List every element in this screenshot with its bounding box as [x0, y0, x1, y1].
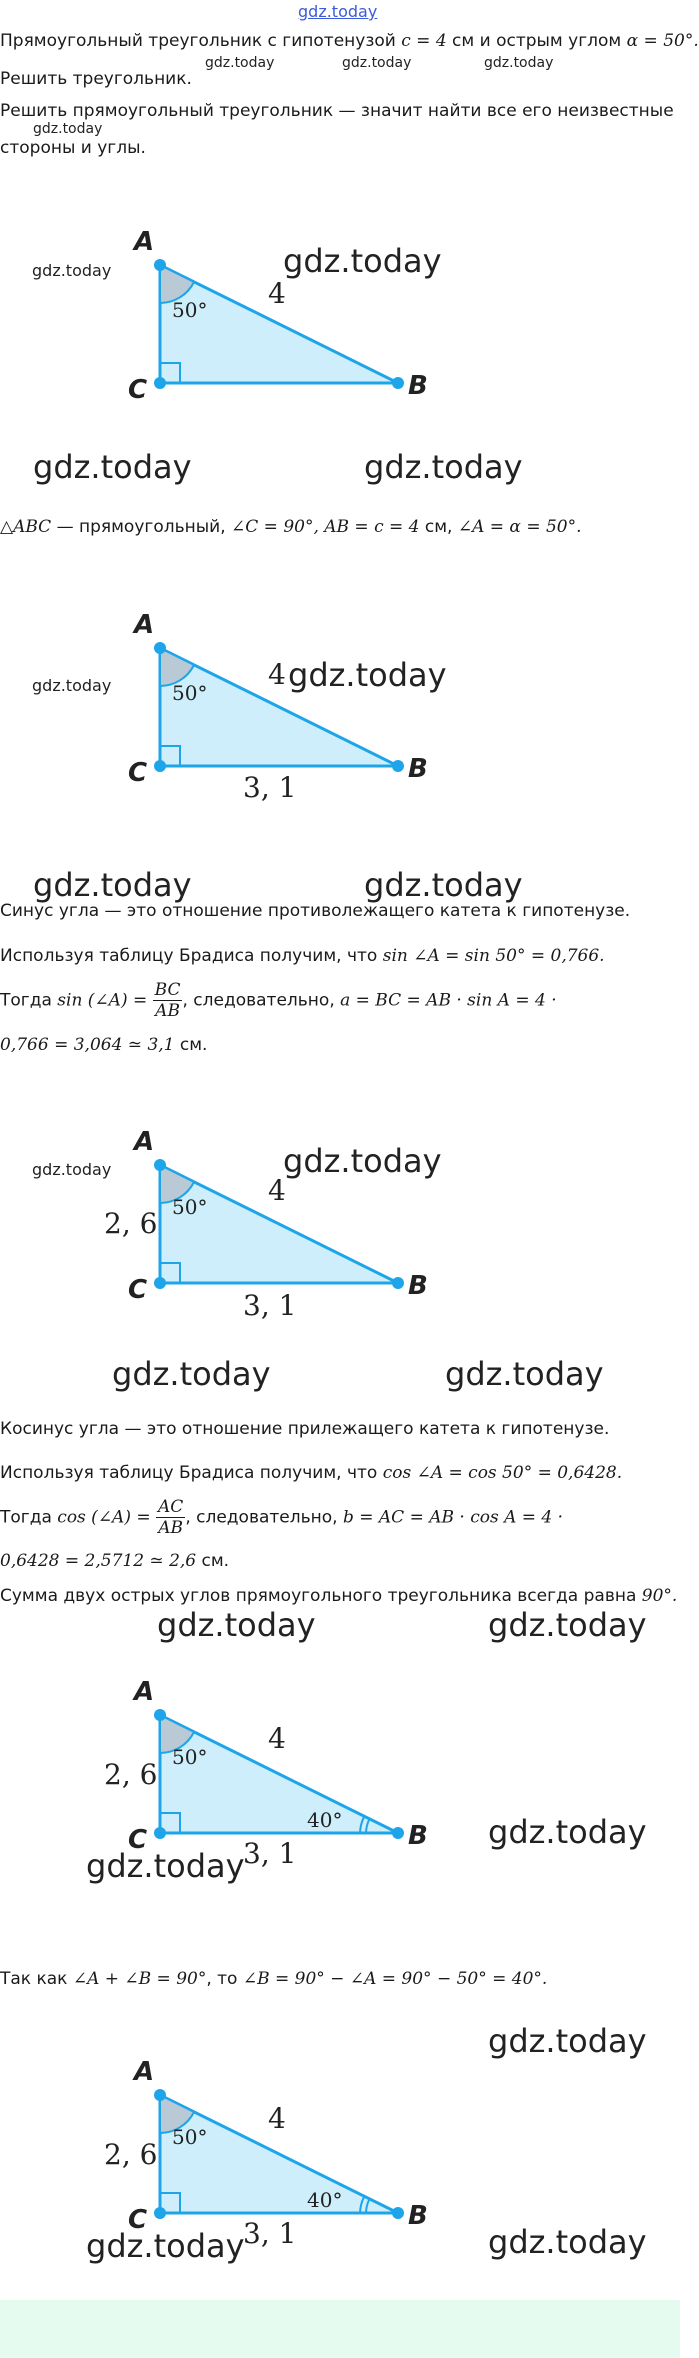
fraction-denominator: AB [155, 1001, 180, 1021]
vertex-b-dot [392, 1827, 404, 1839]
vertex-b-label: B [408, 2201, 428, 2231]
vertex-b-label: B [408, 1271, 428, 1301]
sine-bradis-line [0, 945, 605, 967]
angle-a-label: 50° [172, 2125, 208, 2149]
triangle-figure-1 [0, 220, 680, 405]
sine-bradis-text: Используя таблицу Брадиса получим, что [0, 946, 383, 966]
math-given-2: ∠A = α = 50°. [457, 517, 582, 537]
math-c: c = 4 [401, 31, 447, 51]
angle-a-label: 50° [172, 298, 208, 322]
cosine-bradis-text: Используя таблицу Брадиса получим, что [0, 1463, 383, 1483]
vertex-b-label: B [408, 1821, 428, 1851]
angle-a-label: 50° [172, 1195, 208, 1219]
watermark: gdz.today [364, 448, 523, 486]
vertex-c-dot [154, 760, 166, 772]
unit-cm: см. [196, 1551, 230, 1571]
vertex-a-label: A [134, 610, 155, 640]
fraction-ac-ab [156, 1497, 185, 1538]
vertex-c-label: C [128, 2205, 148, 2235]
vertex-a-dot [154, 2089, 166, 2101]
watermark: gdz.today [32, 1160, 112, 1179]
intro-line-2: стороны и углы. [0, 138, 146, 158]
watermark: gdz.today [445, 1355, 604, 1393]
vertex-b-dot [392, 377, 404, 389]
vertex-b-dot [392, 1277, 404, 1289]
vertex-a-dot [154, 1709, 166, 1721]
watermark: gdz.today [484, 55, 554, 71]
math-side-b: b = AC = AB · cos A = 4 · [342, 1507, 564, 1528]
watermark: gdz.today [283, 242, 442, 280]
problem-text: Прямоугольный треугольник с гипотенузой [0, 31, 402, 51]
angle-a-label: 50° [172, 681, 208, 705]
watermark: gdz.today [488, 2223, 647, 2261]
watermark: gdz.today [157, 1606, 316, 1644]
sine-definition: Синус угла — это отношение противолежащего катета к гипотенузе. [0, 901, 631, 921]
triangle-figure-3 [0, 1120, 680, 1320]
math-angle-b: ∠B = 90° − ∠A = 90° − 50° = 40°. [242, 1969, 548, 1989]
watermark: gdz.today [33, 866, 192, 904]
hypotenuse-label: 4 [268, 1722, 286, 1755]
side-ac-label: 2, 6 [104, 1758, 158, 1791]
fraction-denominator: AB [158, 1518, 184, 1538]
vertex-a-dot [154, 642, 166, 654]
sine-then: Тогда [0, 990, 58, 1011]
vertex-c-dot [154, 1277, 166, 1289]
math-side-b-result: 0,6428 = 2,5712 ≃ 2,6 [0, 1551, 197, 1571]
hypotenuse-label: 4 [268, 658, 286, 691]
side-cb-label: 3, 1 [243, 1289, 297, 1322]
watermark: gdz.today [488, 1606, 647, 1644]
hypotenuse-label: 4 [268, 277, 286, 310]
watermark: gdz.today [86, 1847, 245, 1885]
watermark: gdz.today [32, 261, 112, 280]
side-ac-label: 2, 6 [104, 1207, 158, 1240]
watermark: gdz.today [283, 1142, 442, 1180]
side-cb-label: 3, 1 [243, 771, 297, 804]
vertex-c-label: C [128, 758, 148, 788]
math-given-1: ∠C = 90°, AB = c = 4 [231, 517, 420, 537]
math-cosine-value: cos ∠A = cos 50° = 0,6428. [382, 1463, 623, 1483]
given-text: см, [419, 517, 458, 537]
fraction-numerator: BC [154, 980, 181, 1000]
angle-a-label: 50° [172, 1745, 208, 1769]
side-cb-label: 3, 1 [243, 1837, 297, 1870]
vertex-c-label: C [128, 1275, 148, 1305]
angle-sum-line [0, 1585, 677, 1607]
footer-band [0, 2300, 680, 2358]
watermark: gdz.today [342, 55, 412, 71]
math-side-a-result: 0,766 = 3,064 ≃ 3,1 [0, 1035, 175, 1055]
triangle-figure-4 [0, 1655, 680, 1895]
vertex-b-label: B [408, 371, 428, 401]
problem-statement [0, 30, 699, 52]
side-cb-label: 3, 1 [243, 2217, 297, 2250]
hypotenuse-label: 4 [268, 1174, 286, 1207]
vertex-a-label: A [134, 227, 155, 257]
unit-cm: см. [174, 1035, 208, 1055]
math-90: 90°. [641, 1586, 678, 1606]
vertex-c-label: C [128, 375, 148, 405]
angle-sum-text: Сумма двух острых углов прямоугольного треугольника всегда равна [0, 1586, 642, 1606]
math-sine-value: sin ∠A = sin 50° = 0,766. [382, 946, 605, 966]
side-ac-label: 2, 6 [104, 2138, 158, 2171]
given-text: — прямоугольный, [51, 517, 232, 537]
math-cos-a: cos (∠A) = [57, 1507, 157, 1528]
watermark: gdz.today [33, 448, 192, 486]
problem-task: Решить треугольник. [0, 69, 192, 89]
watermark: gdz.today [86, 2227, 245, 2265]
math-alpha: α = 50°. [626, 31, 699, 51]
watermark: gdz.today [32, 676, 112, 695]
fraction-bc-ab [153, 980, 183, 1021]
math-sine-a: sin (∠A) = [57, 990, 153, 1011]
vertex-a-label: A [134, 1127, 155, 1157]
sine-result-line [0, 1034, 207, 1056]
math-angle-sum: ∠A + ∠B = 90° [72, 1969, 207, 1989]
hypotenuse-label: 4 [268, 2102, 286, 2135]
cosine-bradis-line [0, 1462, 622, 1484]
cosine-result-line [0, 1550, 229, 1572]
site-header-link[interactable]: gdz.today [298, 2, 378, 21]
angle-b-text: Так как [0, 1969, 73, 1989]
triangle-figure-2 [0, 600, 680, 810]
cosine-therefore: , следовательно, [185, 1507, 343, 1528]
angle-b-text: , то [206, 1969, 243, 1989]
math-side-a: a = BC = AB · sin A = 4 · [340, 990, 557, 1011]
watermark: gdz.today [488, 2022, 647, 2060]
vertex-a-label: A [134, 1677, 155, 1707]
angle-b-label: 40° [307, 2188, 343, 2212]
vertex-c-dot [154, 377, 166, 389]
vertex-a-dot [154, 1159, 166, 1171]
cosine-formula-line [0, 1497, 563, 1538]
intro-line-1: Решить прямоугольный треугольник — значит найти все его неизвестные [0, 101, 674, 121]
vertex-c-label: C [128, 1825, 148, 1855]
angle-b-line [0, 1968, 547, 1990]
math-triangle: △ABC [0, 517, 52, 537]
given-line [0, 516, 582, 538]
problem-text: см и острым углом [446, 31, 627, 51]
angle-b-label: 40° [307, 1808, 343, 1832]
watermark: gdz.today [112, 1355, 271, 1393]
vertex-c-dot [154, 2207, 166, 2219]
watermark: gdz.today [205, 55, 275, 71]
vertex-a-label: A [134, 2057, 155, 2087]
watermark: gdz.today [488, 1813, 647, 1851]
cosine-definition: Косинус угла — это отношение прилежащего катета к гипотенузе. [0, 1419, 610, 1439]
vertex-a-dot [154, 259, 166, 271]
watermark: gdz.today [364, 866, 523, 904]
vertex-b-dot [392, 2207, 404, 2219]
vertex-b-label: B [408, 754, 428, 784]
watermark: gdz.today [33, 121, 103, 137]
fraction-numerator: AC [158, 1497, 184, 1517]
sine-formula-line [0, 980, 557, 1021]
watermark: gdz.today [288, 656, 447, 694]
triangle-figure-5 [0, 2035, 680, 2280]
vertex-c-dot [154, 1827, 166, 1839]
vertex-b-dot [392, 760, 404, 772]
sine-therefore: , следовательно, [182, 990, 341, 1011]
cosine-then: Тогда [0, 1507, 58, 1528]
